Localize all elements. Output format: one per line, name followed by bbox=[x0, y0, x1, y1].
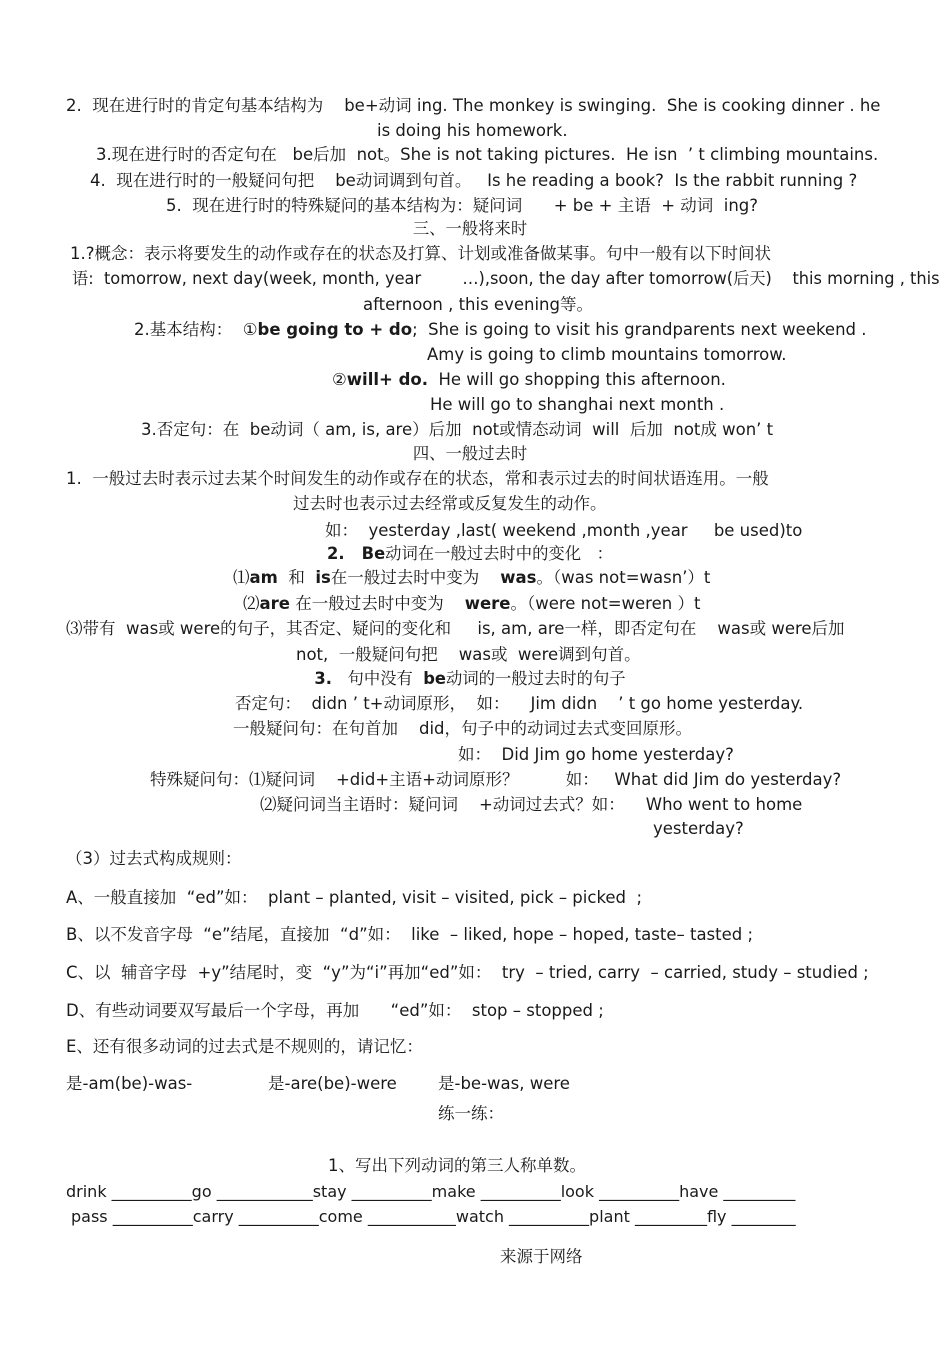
line-special-question-1: 特殊疑问句：⑴疑问词 +did+主语+动词原形？ 如： What did Jim do yesterday? bbox=[150, 770, 842, 789]
line-future-time-adverbials-cont: afternoon , this evening等。 bbox=[363, 295, 593, 314]
rule-d: D、有些动词要双写最后一个字母，再加 “ed”如： stop – stopped ; bbox=[66, 1001, 604, 1020]
word-were: were bbox=[464, 594, 511, 613]
text-becomes: 在一般过去时中变为 bbox=[330, 568, 501, 587]
exercise-1-instruction: 1、写出下列动词的第三人称单数。 bbox=[328, 1156, 586, 1175]
label-2-be: 2. Be bbox=[327, 544, 386, 563]
text-were-not: 。（were not=weren ）t bbox=[510, 594, 701, 613]
text-no: 句中没有 bbox=[331, 669, 424, 688]
line-negative-didnt: 否定句： didn ’ t+动词原形， 如： Jim didn ’ t go home yesterday. bbox=[235, 694, 804, 713]
example-will: He will go shopping this afternoon. bbox=[428, 370, 726, 389]
line-no-be-heading bbox=[0, 668, 940, 690]
example-did-jim: 如： Did Jim go home yesterday? bbox=[458, 745, 734, 764]
exercise-row-2: pass __________carry __________come ___________watch __________plant _________fly ________ bbox=[71, 1207, 796, 1226]
word-are: are bbox=[259, 594, 290, 613]
word-was: was bbox=[500, 568, 537, 587]
label-basic-structure: 2.基本结构： ① bbox=[134, 320, 258, 339]
example-will-2: He will go to shanghai next month . bbox=[430, 395, 725, 414]
marker-2b: ⑵ bbox=[243, 594, 260, 613]
line-am-is-was bbox=[233, 567, 710, 589]
text-verb-sentences: 动词的一般过去时的句子 bbox=[446, 669, 626, 688]
rule-e: E、还有很多动词的过去式是不规则的，请记忆： bbox=[66, 1037, 423, 1056]
rule-b: B、以不发音字母 “e”结尾，直接加 “d”如： like – liked, hope – hoped, taste– tasted ; bbox=[66, 925, 754, 944]
word-is: is bbox=[315, 568, 331, 587]
line-be-verb-heading bbox=[0, 543, 940, 565]
exercise-row-1: drink __________go ____________stay __________make __________look __________have _________ bbox=[66, 1182, 796, 1201]
text-becomes-2: 在一般过去时中变为 bbox=[289, 594, 465, 613]
footer-source: 来源于网络 bbox=[500, 1247, 583, 1266]
irregular-am-is: 是-am(be)-was- bbox=[66, 1074, 193, 1093]
irregular-are: 是-are(be)-were bbox=[268, 1074, 397, 1093]
formula-will-do: will+ do. bbox=[346, 370, 428, 389]
rule-c: C、以 辅音字母 +y”结尾时，变 “y”为“i”再加“ed”如： try – tried, carry – carried, study – studied ; bbox=[66, 963, 869, 982]
marker-1: ⑴ bbox=[233, 568, 250, 587]
heading-past-tense-rules: （3）过去式构成规则： bbox=[66, 849, 242, 868]
line-future-negative: 3.否定句：在 be动词（ am, is, are）后加 not或情态动词 will 后加 not成 won’ t bbox=[141, 420, 774, 439]
line-past-definition-cont: 过去时也表示过去经常或反复发生的动作。 bbox=[293, 494, 607, 513]
line-present-progressive-affirmative-cont: is doing his homework. bbox=[377, 121, 568, 140]
line-present-progressive-wh-question: 5. 现在进行时的特殊疑问的基本结构为：疑问词 + be + 主语 + 动词 ing? bbox=[166, 196, 759, 215]
label-3: 3. bbox=[314, 669, 332, 688]
line-past-definition: 1. 一般过去时表示过去某个时间发生的动作或存在的状态，常和表示过去的时间状语连用。一般 bbox=[66, 469, 769, 488]
rule-a: A、一般直接加 “ed”如： plant – planted, visit – visited, pick – picked ; bbox=[66, 888, 643, 907]
marker-2: ② bbox=[332, 370, 347, 389]
section-heading-future-tense: 三、一般将来时 bbox=[412, 219, 528, 238]
line-present-progressive-affirmative: 2. 现在进行时的肯定句基本结构为 be+动词 ing. The monkey is swinging. She is cooking dinner . he bbox=[66, 96, 881, 115]
word-and: 和 bbox=[277, 568, 316, 587]
line-future-structure-will bbox=[332, 369, 726, 391]
line-general-question-did: 一般疑问句：在句首加 did，句子中的动词过去式变回原形。 bbox=[233, 719, 693, 738]
example-going-to-2: Amy is going to climb mountains tomorrow. bbox=[427, 345, 787, 364]
example-going-to: ; She is going to visit his grandparents next weekend . bbox=[412, 320, 867, 339]
line-present-progressive-question: 4. 现在进行时的一般疑问句把 be动词调到句首。 Is he reading a book? Is the rabbit running ? bbox=[90, 171, 858, 190]
line-future-concept: 1.?概念：表示将要发生的动作或存在的状态及打算、计划或准备做某事。句中一般有以下时间状 bbox=[70, 244, 772, 263]
text-was-not: 。（was not=wasn’）t bbox=[536, 568, 711, 587]
line-special-question-2: ⑵疑问词当主语时：疑问词 +动词过去式？如： Who went to home bbox=[260, 795, 803, 814]
line-present-progressive-negative: 3.现在进行时的否定句在 be后加 not。She is not taking pictures. He isn ’ t climbing mountains. bbox=[96, 145, 879, 164]
line-past-time-words: 如： yesterday ,last( weekend ,month ,year be used)to bbox=[325, 521, 803, 540]
section-heading-past-tense: 四、一般过去时 bbox=[412, 444, 528, 463]
line-are-were bbox=[243, 593, 700, 615]
formula-be-going-to: be going to + do bbox=[257, 320, 413, 339]
line-was-were-sentences: ⑶带有 was或 were的句子，其否定、疑问的变化和 is, am, are一样，即否定句在 was或 were后加 bbox=[66, 619, 845, 638]
word-be: be bbox=[423, 669, 447, 688]
irregular-be: 是-be-was, were bbox=[438, 1074, 570, 1093]
practice-heading: 练一练： bbox=[438, 1104, 504, 1123]
line-special-question-2-cont: yesterday? bbox=[653, 819, 744, 838]
text-be-change: 动词在一般过去时中的变化 ： bbox=[385, 544, 613, 563]
word-am: am bbox=[249, 568, 278, 587]
line-future-structure-going-to bbox=[134, 319, 867, 341]
line-was-were-sentences-cont: not, 一般疑问句把 was或 were调到句首。 bbox=[296, 645, 641, 664]
line-future-time-adverbials: 语: tomorrow, next day(week, month, year …),soon, the day after tomorrow(后天) this morning , this bbox=[72, 269, 940, 288]
